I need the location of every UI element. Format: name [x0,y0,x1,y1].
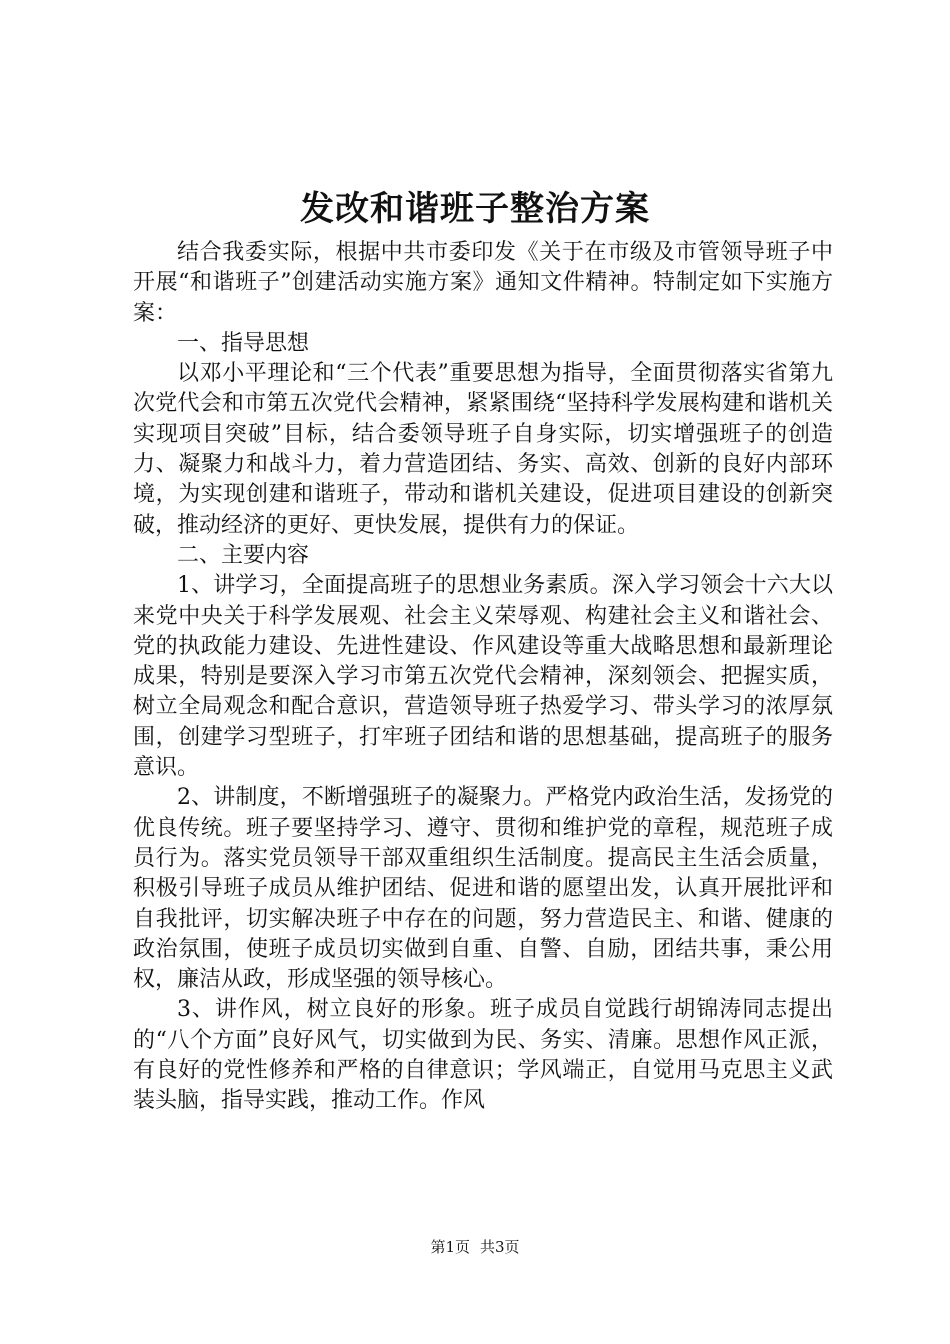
page-footer [0,1237,950,1257]
section-heading-guiding-ideology: 一、指导思想 [177,330,310,356]
guiding-ideology-paragraph: 以邓小平理论和“三个代表”重要思想为指导，全面贯彻落实省第九次党代会和市第五次党代会精神，紧紧围绕“坚持科学发展构建和谐机关实现项目突破”目标，结合委领导班子自身实际，切实增强班子的创造力、凝聚力和战斗力，着力营造团结、务实、高效、创新的良好内部环境，为实现创建和谐班子，带动和谐机关建设，促进项目建设的创新突破，推动经济的更好、更快发展，提供有力的保证。 [133,361,833,538]
page-total: 共3页 [480,1238,520,1256]
content-item-study: 1、讲学习，全面提高班子的思想业务素质。深入学习领会十六大以来党中央关于科学发展观、社会主义荣辱观、构建社会主义和谐社会、党的执政能力建设、先进性建设、作风建设等重大战略思想和最新理论成果，特别是要深入学习市第五次党代会精神，深刻领会、把握实质，树立全局观念和配合意识，营造领导班子热爱学习、带头学习的浓厚氛围，创建学习型班子，打牢班子团结和谐的思想基础，提高班子的服务意识。 [133,573,833,781]
document-title: 发改和谐班子整治方案 [300,189,650,229]
document-body [133,238,833,1117]
content-item-style: 3、讲作风，树立良好的形象。班子成员自觉践行胡锦涛同志提出的“八个方面”良好风气，切实做到为民、务实、清廉。思想作风正派，有良好的党性修养和严格的自律意识；学风端正，自觉用马克思主义武装头脑，指导实践，推动工作。作风 [133,997,833,1114]
page-number: 第1页 [430,1238,470,1256]
section-heading-main-content: 二、主要内容 [177,542,310,568]
content-item-system: 2、讲制度，不断增强班子的凝聚力。严格党内政治生活，发扬党的优良传统。班子要坚持学习、遵守、贯彻和维护党的章程，规范班子成员行为。落实党员领导干部双重组织生活制度。提高民主生活会质量，积极引导班子成员从维护团结、促进和谐的愿望出发，认真开展批评和自我批评，切实解决班子中存在的问题，努力营造民主、和谐、健康的政治氛围，使班子成员切实做到自重、自警、自励，团结共事，秉公用权，廉洁从政，形成坚强的领导核心。 [133,785,833,993]
intro-paragraph: 结合我委实际，根据中共市委印发《关于在市级及市管领导班子中开展“和谐班子”创建活动实施方案》通知文件精神。特制定如下实施方案： [133,240,833,326]
